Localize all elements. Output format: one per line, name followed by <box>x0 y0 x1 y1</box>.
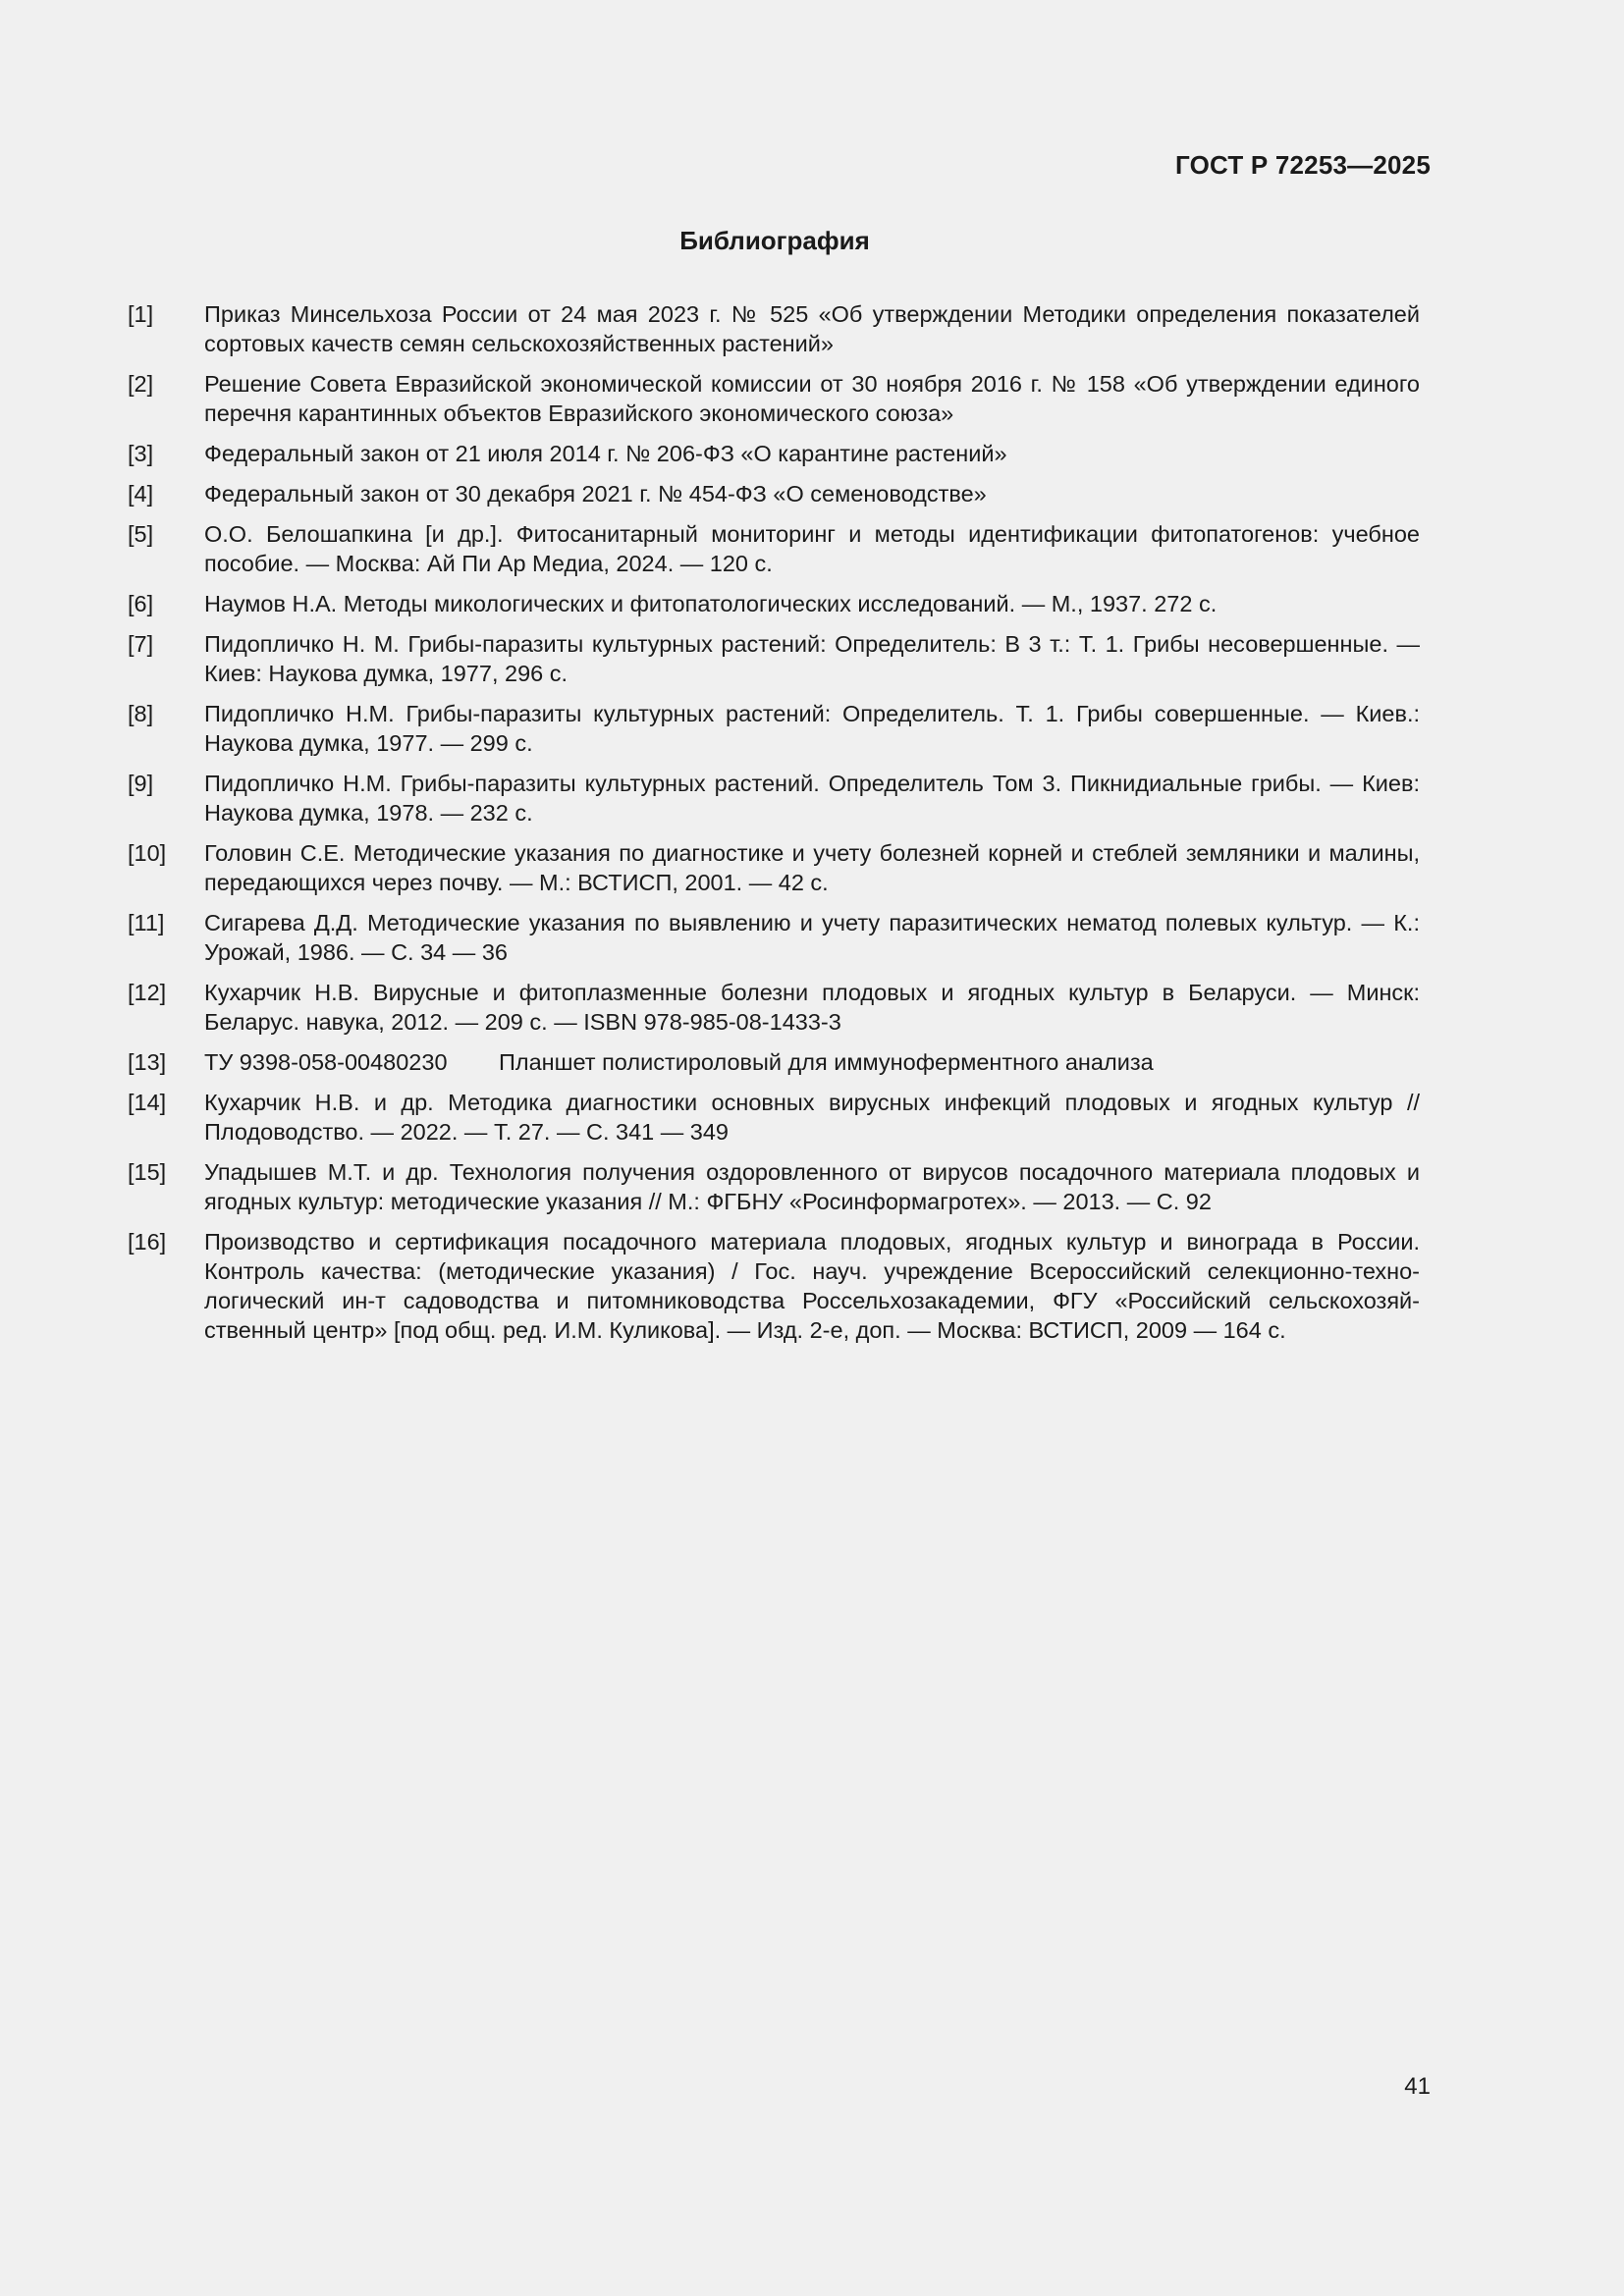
entry-number: [12] <box>128 980 167 1005</box>
entry-number: [5] <box>128 521 154 547</box>
bibliography-entry <box>128 1088 1420 1147</box>
entry-text: Пидопличко Н.М. Грибы-паразиты культурных растений: Определитель. Т. 1. Грибы совершенные. — Киев.: Наукова думка, 1977. — 299 с. <box>204 701 1420 756</box>
entry-number: [14] <box>128 1090 167 1115</box>
bibliography-entry <box>128 908 1420 967</box>
entry-number: [6] <box>128 591 154 616</box>
entry-text: Пидопличко Н. М. Грибы-паразиты культурных растений: Определитель: В 3 т.: Т. 1. Грибы несовершенные. — Киев: Наукова думка, 1977, 296 с. <box>204 631 1420 686</box>
entry-number: [15] <box>128 1159 167 1185</box>
entry-text: Наумов Н.А. Методы микологических и фитопатологических исследований. — М., 1937. 272 с. <box>204 591 1218 616</box>
entry-text: Пидопличко Н.М. Грибы-паразиты культурных растений. Определитель Том 3. Пикнидиальные грибы. — Киев: Наукова думка, 1978. — 232 с. <box>204 771 1420 826</box>
bibliography-entry <box>128 1157 1420 1216</box>
bibliography-entry <box>128 479 1420 508</box>
entry-text: Головин С.Е. Методические указания по диагностике и учету болезней корней и стеблей земляники и малины, передающихся через почву. — М.: ВСТИСП, 2001. — 42 с. <box>204 840 1420 895</box>
entry-number: [9] <box>128 771 154 796</box>
entry-text: Федеральный закон от 30 декабря 2021 г. № 454-ФЗ «О семеноводстве» <box>204 481 987 507</box>
entry-text: Упадышев М.Т. и др. Технология получения оздоровленного от вирусов посадочного материала плодовых и ягодных культур: методические указания // М.: ФГБНУ «Росинформагротех». — 2013. — С. 92 <box>204 1159 1420 1214</box>
entry-text: Производство и сертификация посадочного материала плодовых, ягодных культур и винограда в России. Контроль качества: (методические указания) / Гос. науч. учреждение Всероссийский селекционно-технологический ин-т садоводства и питомниководства Россельхозакадемии, ФГУ «Российский сельскохозяйственный центр» [под общ. ред. И.М. Куликова]. — Изд. 2-е, доп. — Москва: ВСТИСП, 2009 — 164 с. <box>204 1229 1420 1343</box>
entry-text: Решение Совета Евразийской экономической комиссии от 30 ноября 2016 г. № 158 «Об утверждении единого перечня карантинных объектов Евразийского экономического союза» <box>204 371 1420 426</box>
entry-number: [3] <box>128 441 154 466</box>
bibliography-entry <box>128 1047 1420 1077</box>
entry-text: Кухарчик Н.В. Вирусные и фитоплазменные болезни плодовых и ягодных культур в Беларуси. — Минск: Беларус. навука, 2012. — 209 с. — ISBN 978-985-08-1433-3 <box>204 980 1420 1035</box>
entry-number: [8] <box>128 701 154 726</box>
page-number: 41 <box>1404 2073 1431 2100</box>
entry-text: Федеральный закон от 21 июля 2014 г. № 206-ФЗ «О карантине растений» <box>204 441 1007 466</box>
bibliography-entry <box>128 629 1420 688</box>
bibliography-entry <box>128 838 1420 897</box>
entry-number: [2] <box>128 371 154 397</box>
bibliography-entry <box>128 369 1420 428</box>
bibliography-list <box>128 299 1420 1356</box>
entry-text: О.О. Белошапкина [и др.]. Фитосанитарный мониторинг и методы идентификации фитопатогенов: учебное пособие. — Москва: Ай Пи Ар Медиа, 2024. — 120 с. <box>204 521 1420 576</box>
entry-text <box>204 1047 1420 1077</box>
entry-number: [1] <box>128 301 154 327</box>
entry-text: Кухарчик Н.В. и др. Методика диагностики основных вирусных инфекций плодовых и ягодных культур // Плодоводство. — 2022. — Т. 27. — С. 341 — 349 <box>204 1090 1420 1145</box>
technical-spec-code: ТУ 9398-058-00480230 <box>204 1049 448 1075</box>
entry-number: [10] <box>128 840 167 866</box>
entry-number: [16] <box>128 1229 167 1255</box>
bibliography-entry <box>128 519 1420 578</box>
entry-number: [13] <box>128 1049 167 1075</box>
bibliography-entry <box>128 978 1420 1037</box>
bibliography-entry <box>128 699 1420 758</box>
standard-id-header: ГОСТ Р 72253—2025 <box>1175 150 1431 180</box>
bibliography-entry <box>128 589 1420 618</box>
bibliography-entry <box>128 439 1420 468</box>
entry-number: [11] <box>128 910 165 935</box>
bibliography-entry <box>128 1227 1420 1345</box>
entry-title: Планшет полистироловый для иммуноферментного анализа <box>499 1049 1154 1075</box>
entry-number: [4] <box>128 481 154 507</box>
entry-text: Сигарева Д.Д. Методические указания по выявлению и учету паразитических нематод полевых культур. — К.: Урожай, 1986. — С. 34 — 36 <box>204 910 1420 965</box>
bibliography-title: Библиография <box>679 226 870 255</box>
bibliography-entry <box>128 769 1420 828</box>
bibliography-entry <box>128 299 1420 358</box>
entry-number: [7] <box>128 631 154 657</box>
entry-text: Приказ Минсельхоза России от 24 мая 2023 г. № 525 «Об утверждении Методики определения показателей сортовых качеств семян сельскохозяйственных растений» <box>204 301 1420 356</box>
